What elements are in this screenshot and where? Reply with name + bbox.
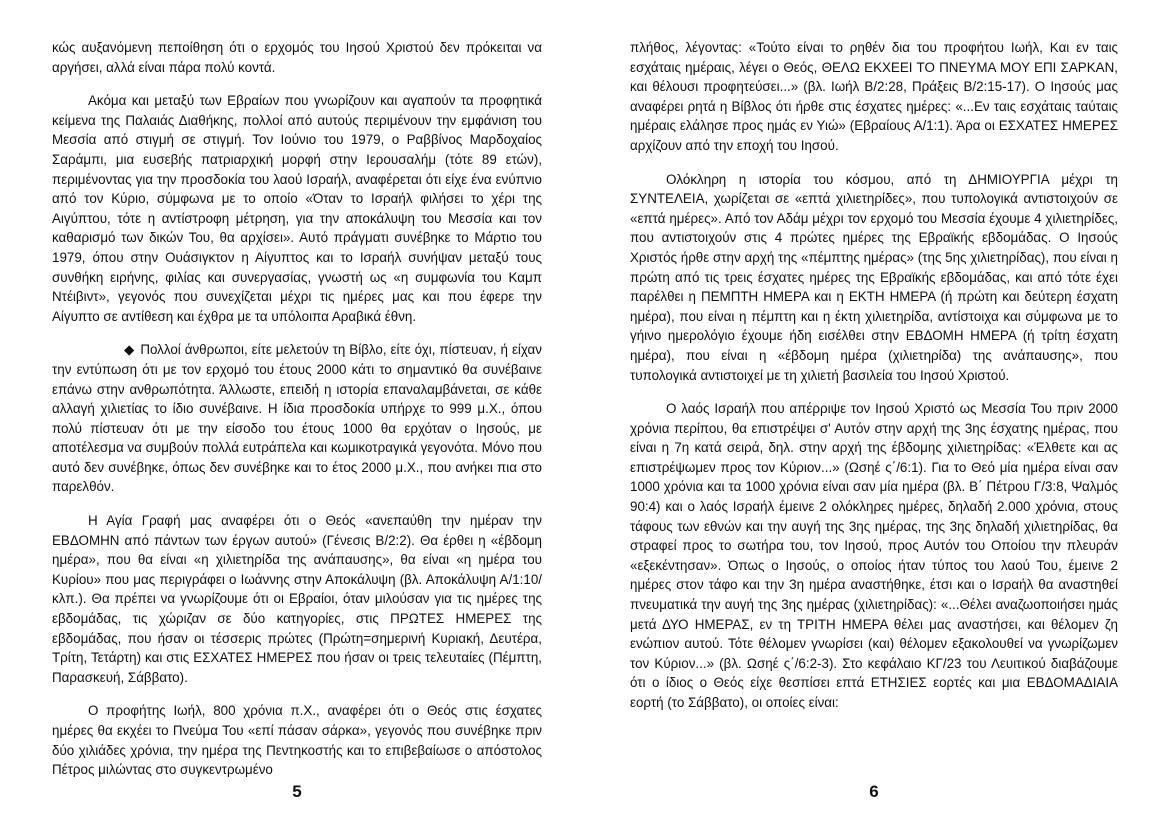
left-page <box>52 38 542 801</box>
right-page <box>630 38 1118 801</box>
left-page-number: 5 <box>292 782 302 801</box>
right-page-number: 6 <box>869 782 879 801</box>
left-paragraph-3 <box>52 340 542 497</box>
left-paragraph-4: Η Αγία Γραφή μας αναφέρει ότι ο Θεός «ανεπαύθη την ημέραν την ΕΒΔΟΜΗΝ από πάντων των έργων αυτού» (Γένεσις Β/2:2). Θα έρθει η «έβδομη ημέρα», που θα είναι «η χιλιετηρίδα της ανάπαυσης», θα είναι «η ημέρα του Κυρίου» που μας περιγράφει ο Ιωάννης στην Αποκάλυψη (βλ. Αποκάλυψη Α/1:10/ κλπ.). Θα πρέπει να γνωρίζουμε ότι οι Εβραίοι, όταν μιλούσαν για τις ημέρες της εβδομάδας, τις χώριζαν σε δύο κατηγορίες, στις ΠΡΩΤΕΣ ΗΜΕΡΕΣ της εβδομάδας, που ήσαν οι τέσσερις πρώτες (Πρώτη=σημερινή Κυριακή, Δευτέρα, Τρίτη, Τετάρτη) και στις ΕΣΧΑΤΕΣ ΗΜΕΡΕΣ που ήσαν οι τρεις τελευταίες (Πέμπτη, Παρασκευή, Σάββατο). <box>52 513 542 685</box>
left-paragraph-2: Ακόμα και μεταξύ των Εβραίων που γνωρίζουν και αγαπούν τα προφητικά κείμενα της Παλαιάς Διαθήκης, πολλοί από αυτούς περιμένουν την εμφάνιση του Μεσσία από στιγμή σε στιγμή. Τον Ιούνιο του 1979, ο Ραββίνος Μαρδοχαίος Σαράμπι, μια ευσεβής πατριαρχική μορφή στην Ιερουσαλήμ (τότε 89 ετών), περιμένοντας για την προσδοκία του λαού Ισραήλ, αναφέρεται ότι είχε ένα ενύπνιο από τον Κύριο, σύμφωνα με το οποίο «Όταν το Ισραήλ φιλήσει το χέρι της Αιγύπτου, τότε η αντίστροφη μέτρηση, για την αποκάλυψη του Μεσσία και τον καθαρισμό των δικών Του, θα αρχίσει». Αυτό πράγματι συνέβηκε το Μάρτιο του 1979, όπου στην Ουάσιγκτον η Αίγυπτος και το Ισραήλ συνήψαν μεταξύ τους συνθήκη ειρήνης, φιλίας και συνεργασίας, γνωστή ως «η συμφωνία του Καμπ Ντέιβιντ», γεγονός που συνεχίζεται μέχρι τις ημέρες μας και που έφερε την Αίγυπτο σε αντίθεση και έχθρα με τα υπόλοιπα Αραβικά έθνη. <box>52 93 542 324</box>
right-paragraph-1: πλήθος, λέγοντας: «Τούτο είναι το ρηθέν δια του προφήτου Ιωήλ, Και εν ταις εσχάταις ημέραις, λέγει ο Θεός, ΘΕΛΩ ΕΚΧΕΕΙ ΤΟ ΠΝΕΥΜΑ ΜΟΥ ΕΠΙ ΣΑΡΚΑΝ, και θέλουσι προφητεύσει...» (βλ. Ιωήλ Β/2:28, Πράξεις Β/2:15-17). Ο Ιησούς μας αναφέρει ρητά η Βίβλος ότι ήρθε στις έσχατες ημέρες: «...Εν ταις εσχάταις ταύταις ημέραις ελάλησε προς ημάς εν Υιώ» (Εβραίους Α/1:1). Άρα οι ΕΣΧΑΤΕΣ ΗΜΕΡΕΣ αρχίζουν από την εποχή του Ιησού. <box>630 40 1118 153</box>
left-paragraph-3-text: Πολλοί άνθρωποι, είτε μελετούν τη Βίβλο, είτε όχι, πίστευαν, ή είχαν την εντύπωση ότι με τον ερχομό του έτους 2000 κάτι το σημαντικό θα συνέβαινε επάνω στην ανθρωπότητα. Άλλωστε, επειδή η ιστορία επαναλαμβάνεται, σε κάθε αλλαγή χιλιετίας το ίδιο συνέβαινε. Η ίδια προσδοκία υπήρχε το 999 μ.Χ., όπου πολύ πίστευαν ότι με την είσοδο του έτους 1000 θα ερχόταν ο Ιησούς, με αποτέλεσμα να συμβούν πολλά ευτράπελα και κωμικοτραγικά γεγονότα. Μόνο που αυτό δεν συνέβηκε, όπως δεν συνέβηκε και το έτος 2000 μ.Χ., που ανήκει πια στο παρελθόν. <box>52 342 542 495</box>
right-paragraph-2: Ολόκληρη η ιστορία του κόσμου, από τη ΔΗΜΙΟΥΡΓΙΑ μέχρι τη ΣΥΝΤΕΛΕΙΑ, χωρίζεται σε «επτά χιλιετηρίδες», που τυπολογικά αντιστοιχούν σε «επτά ημέρες». Από τον Αδάμ μέχρι τον ερχομό του Μεσσία έχουμε 4 χιλιετηρίδες, που αντιστοιχούν στις 4 πρώτες ημέρες της Εβραϊκής εβδομάδας. Ο Ιησούς Χριστός ήρθε στην αρχή της «πέμπτης ημέρας» (της 5ης χιλιετηρίδας), που είναι η πρώτη από τις τρεις έσχατες ημέρες της Εβραϊκής εβδομάδας, και από τότε έχει παρέλθει η ΠΕΜΠΤΗ ΗΜΕΡΑ και η ΕΚΤΗ ΗΜΕΡΑ (ή πρώτη και δεύτερη έσχατη ημέρα), που είναι η πέμπτη και η έκτη χιλιετηρίδα, αντίστοιχα και σύμφωνα με το γήινο ημερολόγιο έχουμε ήδη εισέλθει στην ΕΒΔΟΜΗ ΗΜΕΡΑ (ή τρίτη έσχατη ημέρα), που είναι η «έβδομη ημέρα (χιλιετηρίδα) της ανάπαυσης», που τυπολογικά αντιστοιχεί με τη χιλιετή βασιλεία του Ιησού Χριστού. <box>630 171 1118 383</box>
right-paragraph-3: Ο λαός Ισραήλ που απέρριψε τον Ιησού Χριστό ως Μεσσία Του πριν 2000 χρόνια περίπου, θα επιστρέψει σ' Αυτόν στην αρχή της 3ης έσχατης ημέρας, που είναι η 7η κατά σειρά, δηλ. στην αρχή της έβδομης χιλιετηρίδας: «Έλθετε και ας επιστρέψωμεν προς τον Κύριον...» (Ωσηέ ς΄/6:1). Για το Θεό μία ημέρα είναι σαν 1000 χρόνια και τα 1000 χρόνια είναι σαν μία ημέρα (βλ. Β΄ Πέτρου Γ/3:8, Ψαλμός 90:4) και ο λαός Ισραήλ έμεινε 2 ολόκληρες ημέρες, δηλαδή 2.000 χρόνια, στους τάφους των εθνών και την αυγή της 3ης ημέρας, της 3ης δηλαδή χιλιετηρίδας, θα στραφεί προς το σωτήρα του, τον Ιησού, προς Αυτόν του Οποίου την πλευράν «εξεκέντησαν». Όπως ο Ιησούς, ο οποίος ήταν τύπος του λαού Του, έμεινε 2 ημέρες στον τάφο και την 3η ημέρα αναστήθηκε, έτσι και ο Ισραήλ θα αναστηθεί πνευματικά την αυγή της 3ης ημέρας (χιλιετηρίδας): «...Θέλει αναζωοποιήσει ημάς μετά ΔΥΟ ΗΜΕΡΑΣ, εν τη ΤΡΙΤΗ ΗΜΕΡΑ θέλει μας αναστήσει, και θέλομεν ζη ενώπιον αυτού. Τότε θέλομεν γνωρίσει (και) θέλομεν εξακολουθεί να γνωρίζωμεν τον Κύριον...» (βλ. Ωσηέ ς΄/6:2-3). Στο κεφάλαιο ΚΓ/23 του Λευιτικού διαβάζουμε ότι ο ίδιος ο Θεός είχε θεσπίσει επτά ΕΤΗΣΙΕΣ εορτές και μια ΕΒΔΟΜΑΔΙΑΙΑ εορτή (το Σάββατο), οι οποίες είναι: <box>630 401 1118 710</box>
left-paragraph-5: Ο προφήτης Ιωήλ, 800 χρόνια π.Χ., αναφέρει ότι ο Θεός στις έσχατες ημέρες θα εκχέει το Πνεύμα Του «επί πάσαν σάρκα», γεγονός που συνέβηκε πριν δύο χιλιάδες χρόνια, την ημέρα της Πεντηκοστής και το επιβεβαίωσε ο απόστολος Πέτρος μιλώντας στο συγκεντρωμένο <box>52 703 542 778</box>
left-paragraph-1: κώς αυξανόμενη πεποίθηση ότι ο ερχομός του Ιησού Χριστού δεν πρόκειται να αργήσει, αλλά είναι πάρα πολύ κοντά. <box>52 40 542 75</box>
diamond-bullet-icon: ◆ <box>124 342 135 358</box>
